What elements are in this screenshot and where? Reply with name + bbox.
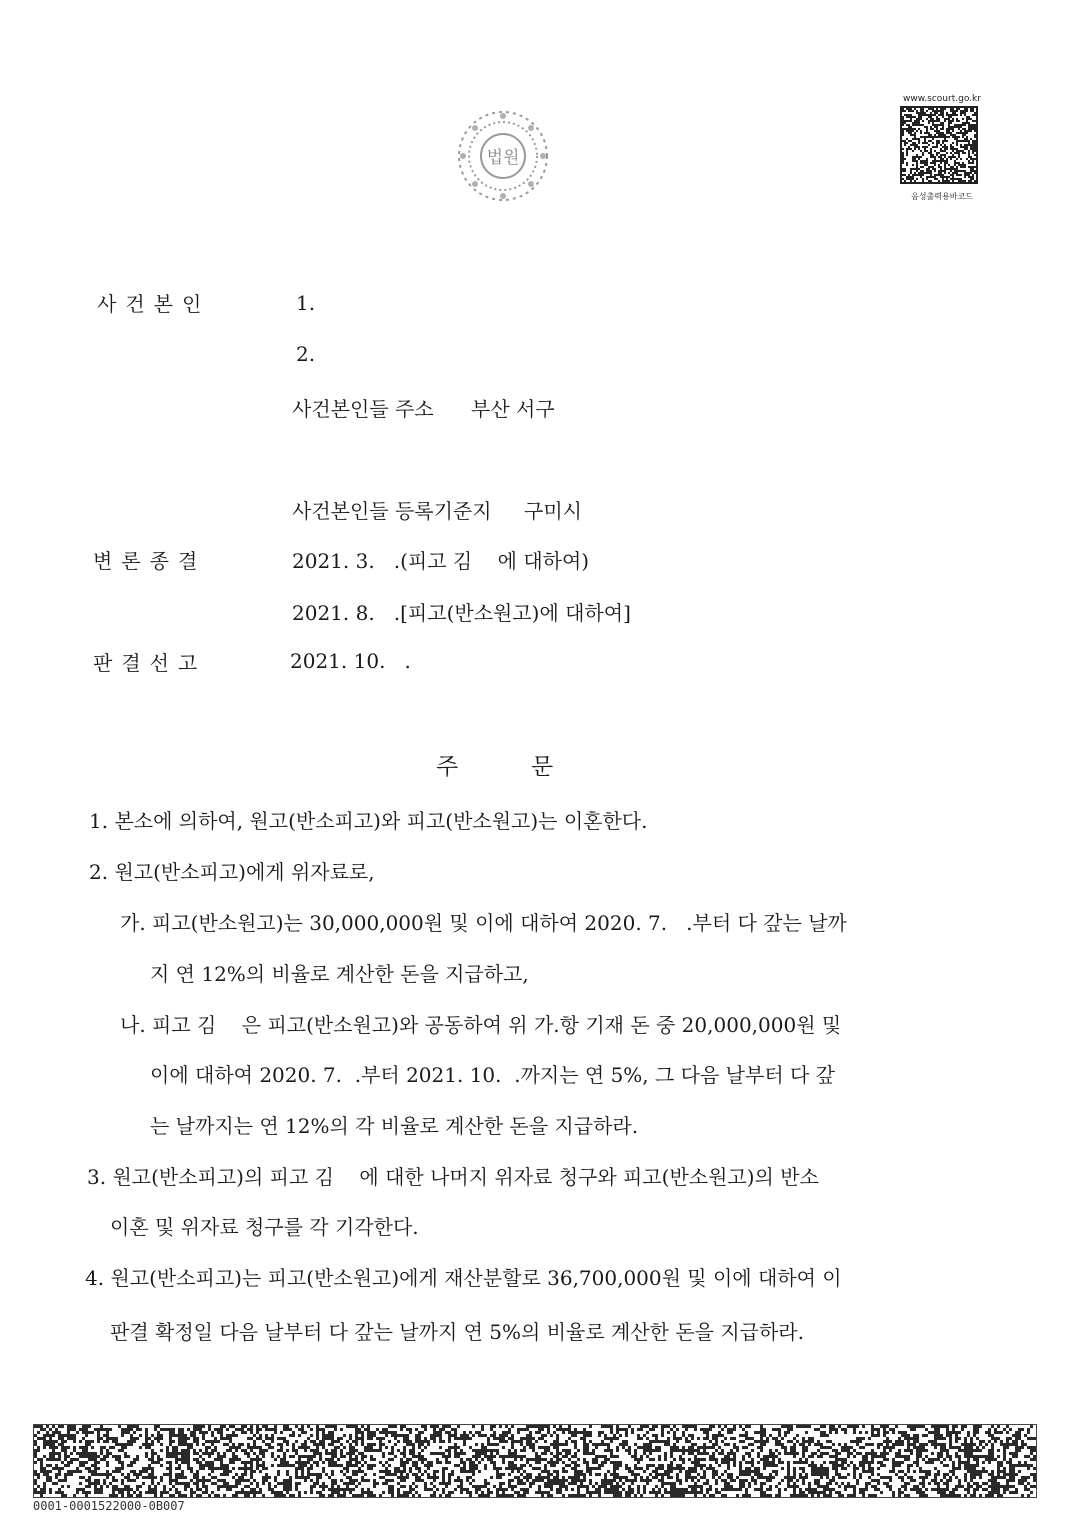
document-barcode: [33, 1424, 1037, 1498]
qr-code-block: [900, 94, 984, 202]
court-seal-emblem: [455, 108, 551, 204]
closing-label: 변론종결: [93, 549, 207, 573]
order-item-2: 2. 원고(반소피고)에게 위자료로,: [89, 860, 375, 884]
party-1: 1.: [296, 291, 316, 315]
order-item-4-line-2: 판결 확정일 다음 날부터 다 갚는 날까지 연 5%의 비율로 계산한 돈을 지급하라.: [110, 1320, 804, 1344]
judgment-date: 2021. 10. .: [290, 649, 411, 673]
order-item-1: 1. 본소에 의하여, 원고(반소피고)와 피고(반소원고)는 이혼한다.: [89, 809, 648, 833]
seal-text: 법원: [486, 148, 520, 168]
barcode-number: 0001-0001522000-0B007: [33, 1499, 185, 1513]
parties-label: 사건본인: [97, 292, 211, 316]
registry-value: 구미시: [524, 499, 582, 523]
address-value: 부산 서구: [471, 397, 555, 421]
closing-date-1: 2021. 3. .(피고 김 에 대하여): [292, 549, 590, 573]
qr-code: [900, 106, 978, 184]
order-item-2b-line-1: 나. 피고 김 은 피고(반소원고)와 공동하여 위 가.항 기재 돈 중 20,000,000원 및: [120, 1013, 842, 1037]
address-label: 사건본인들 주소: [292, 397, 434, 421]
order-item-3-line-2: 이혼 및 위자료 청구를 각 기각한다.: [110, 1215, 419, 1239]
order-item-2b-line-3: 는 날까지는 연 12%의 각 비율로 계산한 돈을 지급하라.: [150, 1114, 639, 1138]
order-item-2a-line-2: 지 연 12%의 비율로 계산한 돈을 지급하고,: [150, 962, 529, 986]
order-item-2a-line-1: 가. 피고(반소원고)는 30,000,000원 및 이에 대하여 2020. 7. .부터 다 갚는 날까: [120, 911, 847, 935]
order-item-2b-line-2: 이에 대하여 2020. 7. .부터 2021. 10. .까지는 연 5%, 그 다음 날부터 다 갚: [150, 1063, 835, 1087]
order-title-left: 주: [436, 754, 459, 780]
qr-url: www.scourt.go.kr: [903, 94, 981, 104]
qr-caption: 음성출력용바코드: [911, 192, 973, 201]
judgment-label: 판결선고: [93, 651, 207, 675]
order-title-right: 문: [531, 754, 554, 780]
order-item-4-line-1: 4. 원고(반소피고)는 피고(반소원고)에게 재산분할로 36,700,000원 및 이에 대하여 이: [85, 1266, 842, 1290]
closing-date-2: 2021. 8. .[피고(반소원고)에 대하여]: [292, 601, 631, 625]
order-item-3-line-1: 3. 원고(반소피고)의 피고 김 에 대한 나머지 위자료 청구와 피고(반소원고)의 반소: [87, 1165, 819, 1189]
registry-label: 사건본인들 등록기준지: [292, 499, 492, 523]
party-2: 2.: [296, 342, 316, 366]
